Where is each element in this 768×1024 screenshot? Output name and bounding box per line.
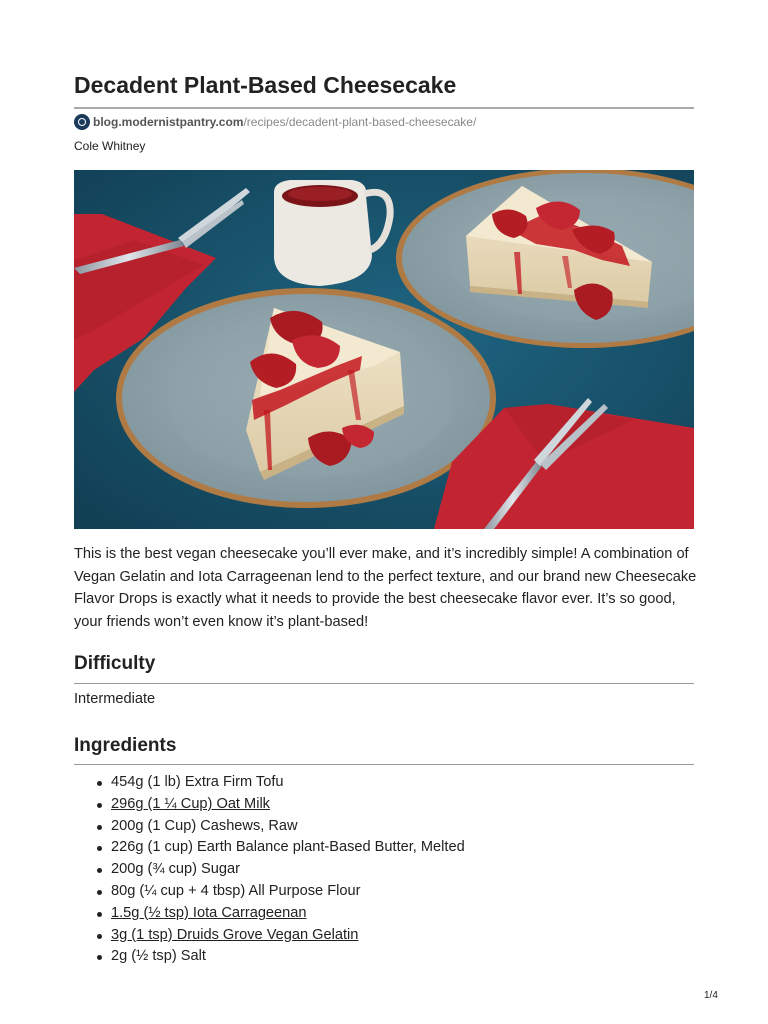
source-path[interactable]: /recipes/decadent-plant-based-cheesecake/ xyxy=(243,115,477,129)
ingredient-text: 2g (½ tsp) Salt xyxy=(111,948,206,965)
ingredient-item xyxy=(74,859,465,881)
ingredient-item xyxy=(74,881,465,903)
ingredient-item[interactable] xyxy=(74,794,465,816)
globe-icon xyxy=(74,114,90,130)
ingredient-item xyxy=(74,816,465,838)
title-divider xyxy=(74,107,694,109)
ingredient-text: 454g (1 lb) Extra Firm Tofu xyxy=(111,774,284,790)
ingredient-text: 80g (¼ cup + 4 tbsp) All Purpose Flour xyxy=(111,882,361,899)
ingredient-link[interactable]: 3g (1 tsp) Druids Grove Vegan Gelatin xyxy=(111,926,359,943)
page-number: 1/4 xyxy=(704,990,718,1001)
intro-paragraph: This is the best vegan cheesecake you’ll ever make, and it’s incredibly simple! A combination of Vegan Gelatin and Iota Carrageenan lend to the perfect texture, and our brand new Cheesecake Flavor Drops is exactly what it needs to provide the best cheesecake flavor ever. It’s so good, your friends won’t even know it’s plant-based! xyxy=(74,546,697,630)
ingredient-text: 200g (¾ cup) Sugar xyxy=(111,861,240,878)
page-title: Decadent Plant-Based Cheesecake xyxy=(74,72,457,98)
ingredient-item[interactable] xyxy=(74,903,465,925)
source-domain[interactable]: blog.modernistpantry.com xyxy=(93,115,244,129)
ingredient-item[interactable] xyxy=(74,925,465,947)
source-link[interactable] xyxy=(74,113,476,131)
ingredient-item xyxy=(74,837,465,859)
ingredient-link[interactable]: 1.5g (½ tsp) Iota Carrageenan xyxy=(111,904,307,921)
ingredient-text: 226g (1 cup) Earth Balance plant-Based Butter, Melted xyxy=(111,839,465,856)
ingredient-item xyxy=(74,772,465,794)
ingredients-list xyxy=(74,772,465,968)
ingredient-link[interactable]: 296g (1 ¼ Cup) Oat Milk xyxy=(111,795,270,812)
ingredients-heading: Ingredients xyxy=(74,735,177,756)
ingredient-text: 200g (1 Cup) Cashews, Raw xyxy=(111,817,298,834)
hero-image xyxy=(74,170,694,529)
difficulty-value: Intermediate xyxy=(74,691,156,707)
ingredients-divider xyxy=(74,764,694,765)
author-name: Cole Whitney xyxy=(74,139,146,153)
difficulty-heading: Difficulty xyxy=(74,653,156,674)
ingredient-item xyxy=(74,946,465,968)
difficulty-divider xyxy=(74,683,694,684)
